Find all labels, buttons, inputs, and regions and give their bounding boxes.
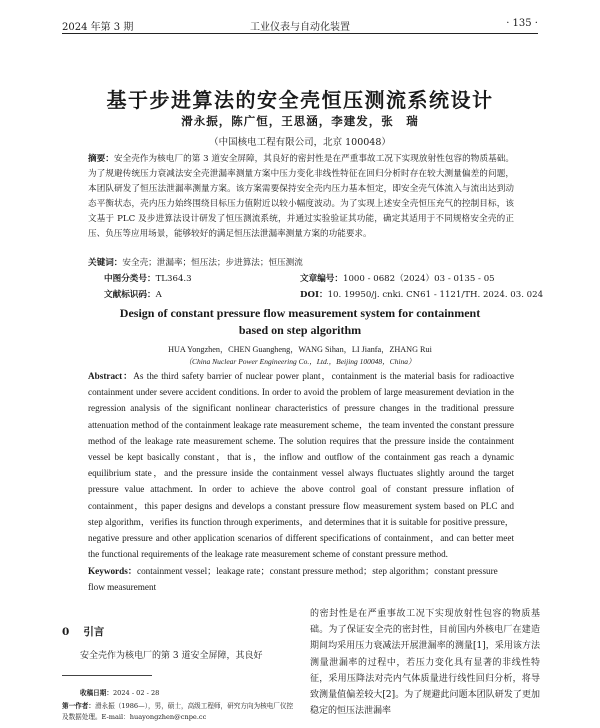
section-number: 0 [62, 626, 70, 638]
english-title-line-2: based on step algorithm [238, 323, 362, 337]
english-abstract-label: Abstract： [88, 371, 134, 381]
header-rule [62, 33, 538, 34]
footnote-first-author: 第一作者：滑永振（1986—），男，硕士，高级工程师，研究方向为核电厂仪控 [62, 702, 294, 710]
chinese-affiliation: （中国核电工程有限公司，北京 100048） [209, 137, 391, 148]
chinese-abstract [88, 152, 514, 242]
chinese-keywords-label: 关键词： [88, 258, 123, 268]
english-affiliation: （China Nuclear Power Engineering Co.，Ltd.，Beijing 100048，China） [184, 357, 416, 366]
chinese-abstract-label: 摘要： [88, 154, 114, 164]
english-authors: HUA Yongzhen，CHEN Guangheng，WANG Sihan，LI Jianfa，ZHANG Rui [168, 345, 432, 354]
english-keywords-text: containment vessel；leakage rate；constant pressure method；step algorithm；constant pressure flow measurement [88, 566, 498, 593]
footnote-first-author-contact: 及数据处理。E-mail：huayongzhen@cnpe.cc [62, 713, 207, 721]
english-keywords [88, 563, 514, 595]
running-header-page-number: · 135 · [506, 18, 538, 29]
chinese-keywords [88, 257, 514, 269]
footnote-rule [62, 675, 152, 676]
right-column-body: 的密封性是在严重事故工况下实现放射性包容的物质基础。为了保证安全壳的密封性，目前国内外核电厂在建造期间均采用压力衰减法开展泄漏率的测量[1]，采用该方法测量泄漏率的过程中，若压力变化具有显著的非线性特征，采用压降法对壳内气体质量进行线性回归分析，将导致测量值偏差较大[2]。为了规避此问题本团队研发了更加稳定的恒压法泄漏率 [310, 609, 540, 717]
english-title [0, 305, 600, 339]
english-keywords-label: Keywords： [88, 566, 137, 576]
chinese-keywords-text: 安全壳；泄漏率；恒压法；步进算法；恒压测流 [122, 258, 303, 268]
english-abstract [88, 368, 514, 562]
clc-number: 中图分类号：TL364.3 [104, 274, 192, 284]
chinese-title: 基于步进算法的安全壳恒压测流系统设计 [106, 88, 494, 112]
section-heading-introduction [62, 624, 104, 639]
running-header-issue: 2024 年第 3 期 [62, 22, 134, 33]
doi: DOI：10. 19950/j. cnki. CN61 - 1121/TH. 2024. 03. 024 [300, 290, 544, 300]
footnote-received-date: 收稿日期：2024 - 02 - 28 [80, 689, 160, 697]
section-title: 引言 [83, 626, 105, 638]
english-title-line-1: Design of constant pressure flow measurement system for containment [119, 306, 481, 320]
document-code: 文献标识码：A [104, 290, 162, 300]
article-id: 文章编号：1000 - 0682（2024）03 - 0135 - 05 [300, 274, 495, 284]
introduction-paragraph: 安全壳作为核电厂的第 3 道安全屏障，其良好 [80, 651, 263, 661]
chinese-abstract-text: 安全壳作为核电厂的第 3 道安全屏障，其良好的密封性是在严重事故工况下实现放射性包容的物质基础。为了规避传统压力衰减法安全壳泄漏率测量方案中压力变化非线性特征在回归分析时存在较大测量偏差的问题，本团队研发了恒压法泄漏率测量方案。该方案需要保持安全壳内压力基本恒定，即安全壳气体流入与流出达到动态平衡状态，壳内压力始终围绕目标压力值附近以较小幅度波动。为了实现上述安全壳恒压充气的控制目标，该文基于 PLC 及步进算法设计研发了恒压测流系统，并通过实验验证其功能，确定其适用于不同规格安全壳的正压、负压等应用场景，能够较好的满足恒压法泄漏率测量方案的功能要求。 [88, 154, 514, 239]
english-abstract-text: As the third safety barrier of nuclear power plant，containment is the material basis for radioactive containment under severe accident conditions. In order to avoid the problem of large measurement deviation in the regression analysis of the significant nonlinear characteristics of pressure changes in the traditional pressure attenuation method of the containment leakage rate measurement scheme，the team invented the constant pressure method of the leakage rate measurement scheme. The solution requires that the pressure inside the containment vessel be kept basically constant，that is，the inflow and outflow of the containment gas reach a dynamic equilibrium state，and the pressure inside the containment vessel always fluctuates slightly around the target pressure value attachment. In order to achieve the above control goal of constant pressure inflation of containment，this paper designs and develops a constant pressure flow measurement system based on PLC and step algorithm，verifies its function through experiments，and determines that it is suitable for positive pressure，negative pressure and other application scenarios of different specifications of containment，and can better meet the functional requirements of the leakage rate measurement scheme of constant pressure method. [88, 371, 514, 560]
running-header-journal: 工业仪表与自动化装置 [250, 22, 350, 33]
chinese-authors: 滑永振，陈广恒，王思涵，李建发，张 瑞 [181, 114, 419, 128]
